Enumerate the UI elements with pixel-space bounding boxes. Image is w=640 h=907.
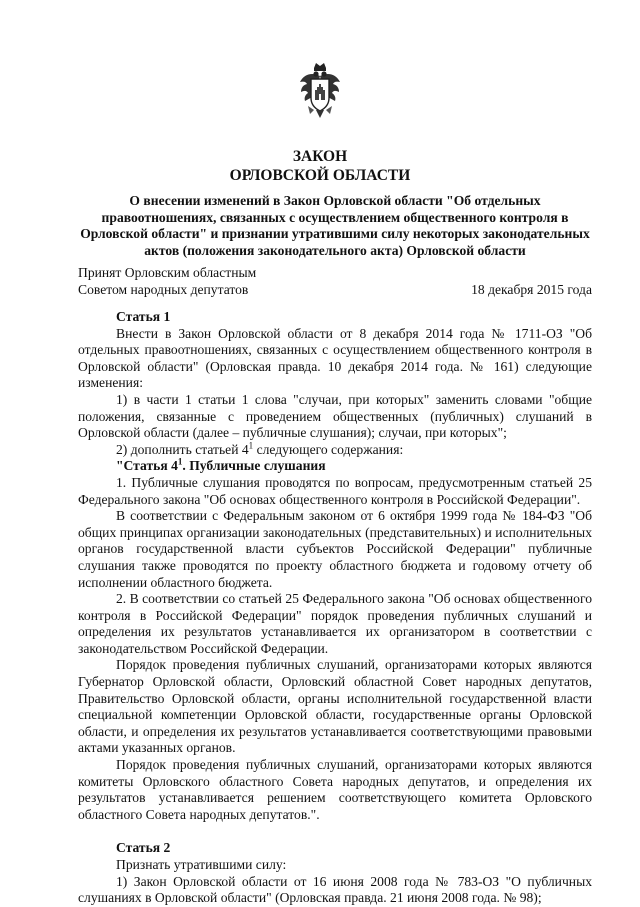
paragraph: Признать утратившими силу: xyxy=(116,857,287,872)
spacer xyxy=(78,823,592,840)
heading-text: "Статья 4 xyxy=(116,458,178,474)
paragraph-text: 2) дополнить статьей 4 xyxy=(116,441,249,457)
superscript: 1 xyxy=(248,440,254,451)
article-4-1-heading xyxy=(78,458,592,475)
paragraph: 2. В соответствии со статьей 25 Федерального закона "Об основах общественного контроля в Российской Федерации" порядок проведения публичных слушаний и определения их результатов устанавливается их организатором в соответствии с законодательством Российской Федерации. xyxy=(78,591,592,656)
heading-text: . Публичные слушания xyxy=(182,458,326,474)
article-2-heading: Статья 2 xyxy=(116,840,171,856)
superscript: 1 xyxy=(177,456,183,467)
article-1-heading: Статья 1 xyxy=(116,309,171,324)
paragraph-text: следующего содержания: xyxy=(253,441,404,457)
adoption-line: Принят Орловским областным xyxy=(78,265,257,280)
paragraph xyxy=(78,442,592,459)
paragraph: Внести в Закон Орловской области от 8 декабря 2014 года № 1711-ОЗ "Об отдельных правоотношениях, связанных с осуществлением общественного контроля в Орловской области" (Орловская правда. 10 декабря 2014 года. № 161) следующие изменения: xyxy=(78,325,592,391)
adoption-block xyxy=(78,265,592,298)
paragraph: Порядок проведения публичных слушаний, организаторами которых являются Губернатор Орловской области, Орловский областной Совет народных депутатов, Правительство Орловской области, органы исполнительной государственной власти специальной компетенции Орловской области, государственные органы Орловской области, и определения их результатов устанавливается соответствующими правовыми актами указанных органов. xyxy=(78,657,592,756)
coat-of-arms-icon xyxy=(298,60,342,122)
law-subtitle: О внесении изменений в Закон Орловской области "Об отдельных правоотношениях, связанных с осуществлением общественного контроля в Орловской области" и признании утратившими силу некоторых законодательных актов (положения законодательного акта) Орловской области xyxy=(80,193,590,258)
paragraph: Порядок проведения публичных слушаний, организаторами которых являются комитеты Орловского областного Совета народных депутатов, и определения их результатов устанавливается решением соответствующего комитета Орловского областного Совета народных депутатов.". xyxy=(78,757,592,822)
paragraph: В соответствии с Федеральным законом от 6 октября 1999 года № 184-ФЗ "Об общих принципах организации законодательных (представительных) и исполнительных органов государственной власти субъектов Российской Федерации" публичные слушания также проводятся по проекту областного бюджета и годовому отчету об исполнении областного бюджета. xyxy=(78,508,592,590)
adoption-body: Советом народных депутатов xyxy=(78,281,249,297)
document-body xyxy=(78,309,592,907)
paragraph: 1) в части 1 статьи 1 слова "случаи, при которых" заменить словами "общие положения, связанные с проведением общественных (публичных) слушаний в Орловской области (далее – публичные слушания); случаи, при которых"; xyxy=(78,391,592,441)
paragraph: 1. Публичные слушания проводятся по вопросам, предусмотренным статьей 25 Федерального закона "Об основах общественного контроля в Российской Федерации". xyxy=(78,474,592,507)
region-title: ОРЛОВСКОЙ ОБЛАСТИ xyxy=(229,167,411,184)
adoption-row xyxy=(78,282,592,299)
law-title: ЗАКОН xyxy=(292,148,348,165)
adoption-date: 18 декабря 2015 года xyxy=(471,281,592,297)
paragraph: 1) Закон Орловской области от 16 июня 2008 года № 783-ОЗ "О публичных слушаниях в Орловской области" (Орловская правда. 21 июня 2008 года. № 98); xyxy=(78,873,592,906)
